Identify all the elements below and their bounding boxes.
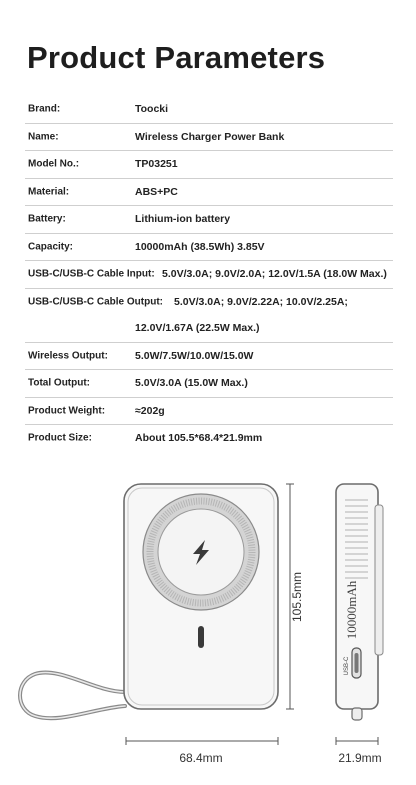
spec-table <box>25 96 393 452</box>
height-dimension-label: 105.5mm <box>290 571 304 623</box>
spec-row-brand <box>25 96 393 124</box>
spec-value: 5.0V/3.0A (15.0W Max.) <box>135 377 248 390</box>
depth-dimension-label: 21.9mm <box>338 751 382 765</box>
spec-row-usbc-output-cont <box>25 315 393 343</box>
indicator-light <box>198 626 204 648</box>
spec-label: Brand: <box>28 103 61 115</box>
spec-label: USB-C/USB-C Cable Input: <box>28 268 155 280</box>
spec-row-name <box>25 124 393 152</box>
spec-row-battery <box>25 206 393 234</box>
spec-label: USB-C/USB-C Cable Output: <box>28 296 163 308</box>
spec-label: Battery: <box>28 213 66 225</box>
spec-label: Model No.: <box>28 158 80 170</box>
spec-value: 10000mAh (38.5Wh) 3.85V <box>135 240 265 253</box>
spec-value: 5.0V/3.0A; 9.0V/2.0A; 12.0V/1.5A (18.0W Max.) <box>162 268 387 281</box>
spec-label: Name: <box>28 131 59 143</box>
spec-label: Material: <box>28 186 70 198</box>
spec-value: ≈202g <box>135 404 165 417</box>
spec-value: ABS+PC <box>135 185 178 198</box>
spec-label: Wireless Output: <box>28 350 108 362</box>
spec-label: Capacity: <box>28 241 74 253</box>
width-dimension-label: 68.4mm <box>179 751 223 765</box>
spec-value: 5.0V/3.0A; 9.0V/2.22A; 10.0V/2.25A; <box>174 295 348 308</box>
spec-value: TP03251 <box>135 158 178 171</box>
spec-value: Toocki <box>135 103 169 116</box>
lanyard-strap <box>20 672 125 718</box>
spec-row-total-output <box>25 370 393 398</box>
spec-row-capacity <box>25 234 393 262</box>
spec-row-material <box>25 179 393 207</box>
product-dimension-diagram <box>0 470 416 785</box>
spec-value: About 105.5*68.4*21.9mm <box>135 432 263 445</box>
page-title: Product Parameters <box>27 40 326 75</box>
spec-row-usbc-output <box>25 289 393 316</box>
spec-label: Total Output: <box>28 377 91 389</box>
spec-row-weight <box>25 398 393 426</box>
spec-value: Lithium-ion battery <box>135 213 231 226</box>
spec-value: 12.0V/1.67A (22.5W Max.) <box>135 322 260 335</box>
side-port-label: USB-C <box>344 656 350 676</box>
spec-value: Wireless Charger Power Bank <box>135 130 285 143</box>
spec-row-model <box>25 151 393 179</box>
side-capacity-label: 10000mAh <box>344 580 359 640</box>
spec-row-size <box>25 425 393 452</box>
spec-label: Product Size: <box>28 432 92 444</box>
spec-value: 5.0W/7.5W/10.0W/15.0W <box>135 349 254 362</box>
spec-label: Product Weight: <box>28 405 106 417</box>
spec-row-usbc-input <box>25 261 393 289</box>
spec-row-wireless-output <box>25 343 393 371</box>
